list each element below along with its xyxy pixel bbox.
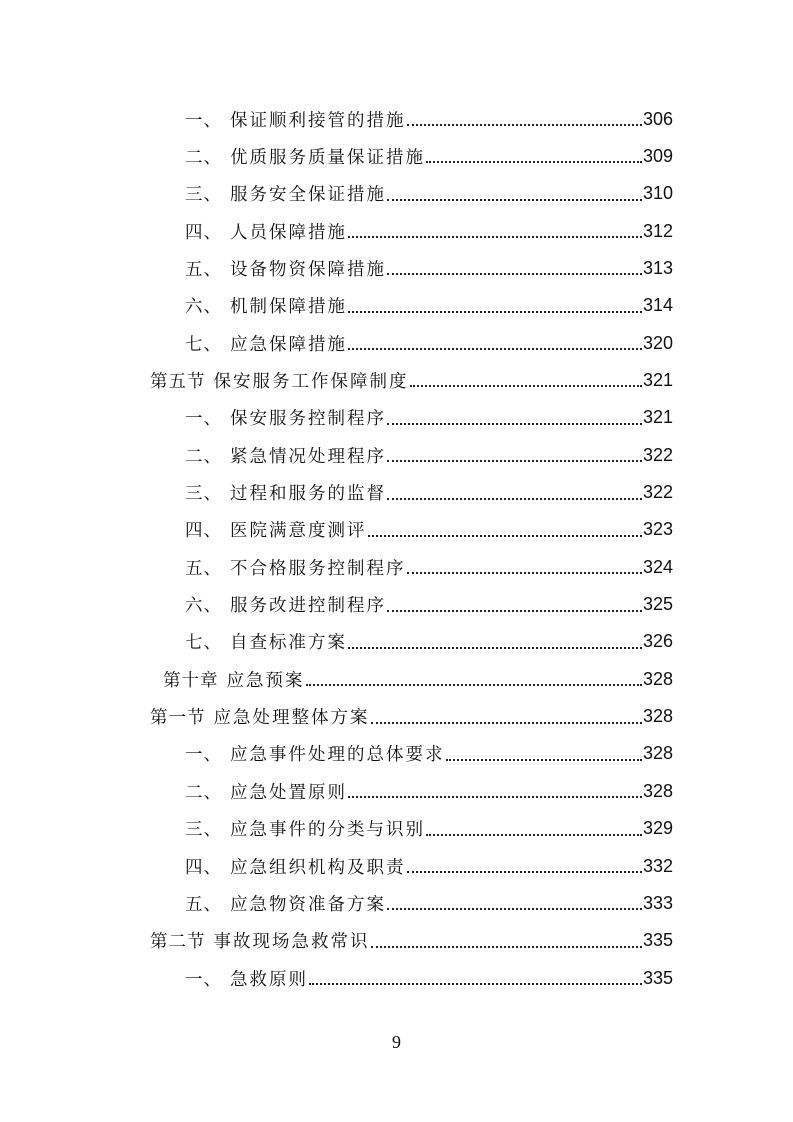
toc-entry[interactable] bbox=[150, 928, 673, 954]
toc-entry-number: 第一节 bbox=[150, 708, 206, 729]
toc-entry-title: 服务安全保证措施 bbox=[230, 185, 386, 206]
toc-entry-title: 应急保障措施 bbox=[230, 334, 347, 355]
toc-entry-title: 保安服务控制程序 bbox=[230, 409, 386, 430]
dot-leader bbox=[348, 629, 642, 655]
toc-entry-title: 应急处置原则 bbox=[230, 782, 347, 803]
dot-leader bbox=[368, 517, 642, 543]
toc-entry-page: 333 bbox=[642, 892, 673, 913]
toc-entry-number: 四、 bbox=[185, 521, 222, 542]
toc-entry-page: 313 bbox=[642, 257, 673, 278]
toc-entry[interactable] bbox=[185, 629, 673, 655]
dot-leader bbox=[387, 442, 642, 468]
toc-entry-number: 六、 bbox=[185, 596, 222, 617]
toc-entry-title: 事故现场急救常识 bbox=[213, 932, 370, 953]
toc-entry-title: 过程和服务的监督 bbox=[230, 484, 386, 504]
toc-entry[interactable] bbox=[185, 143, 673, 169]
toc-entry-title: 不合格服务控制程序 bbox=[230, 558, 406, 579]
toc-entry-page: 314 bbox=[642, 295, 673, 316]
toc-entry-title: 保证顺利接管的措施 bbox=[230, 110, 406, 131]
toc-entry[interactable] bbox=[185, 218, 673, 244]
toc-entry-page: 326 bbox=[642, 631, 673, 652]
dot-leader bbox=[309, 965, 642, 991]
dot-leader bbox=[387, 405, 642, 431]
toc-entry[interactable] bbox=[150, 367, 673, 393]
toc-entry-number: 四、 bbox=[185, 222, 222, 243]
toc-entry-number: 五、 bbox=[185, 259, 222, 280]
dot-leader bbox=[407, 554, 642, 580]
toc-entry-number: 二、 bbox=[185, 147, 222, 168]
toc-entry-number: 五、 bbox=[185, 558, 222, 579]
toc-entry-number: 七、 bbox=[185, 334, 222, 355]
toc-entry-title: 机制保障措施 bbox=[230, 297, 347, 318]
dot-leader bbox=[387, 181, 642, 207]
dot-leader bbox=[407, 106, 642, 132]
toc-entry[interactable] bbox=[185, 592, 673, 618]
toc-entry-page: 328 bbox=[642, 706, 673, 727]
toc-entry-number: 第二节 bbox=[150, 932, 206, 953]
toc-entry-number: 五、 bbox=[185, 894, 222, 915]
toc-entry-number: 一、 bbox=[185, 969, 222, 990]
toc-entry[interactable] bbox=[185, 330, 673, 356]
dot-leader bbox=[348, 293, 642, 319]
toc-entry-page: 320 bbox=[642, 332, 673, 353]
dot-leader bbox=[446, 741, 642, 767]
toc-entry[interactable] bbox=[185, 106, 673, 132]
toc-entry-title: 应急事件的分类与识别 bbox=[230, 820, 425, 841]
toc-entry-page: 321 bbox=[642, 369, 673, 390]
toc-entry-page: 335 bbox=[642, 967, 673, 988]
toc-entry-number: 四、 bbox=[185, 857, 222, 878]
toc-entry-number: 三、 bbox=[185, 484, 222, 504]
toc-entry-page: 312 bbox=[642, 220, 673, 241]
toc-entry-number: 三、 bbox=[185, 185, 222, 206]
dot-leader bbox=[348, 330, 642, 356]
toc-entry[interactable] bbox=[185, 181, 673, 207]
dot-leader bbox=[371, 928, 642, 954]
toc-entry-page: 309 bbox=[642, 145, 673, 166]
page-number: 9 bbox=[392, 1032, 401, 1052]
dot-leader bbox=[426, 143, 642, 169]
dot-leader bbox=[348, 218, 642, 244]
toc-entry-title: 服务改进控制程序 bbox=[230, 596, 386, 617]
dot-leader bbox=[387, 255, 642, 281]
toc-entry-number: 三、 bbox=[185, 820, 222, 841]
toc-entry-title: 医院满意度测评 bbox=[230, 521, 367, 542]
toc-entry[interactable] bbox=[150, 704, 673, 730]
toc-entry-page: 321 bbox=[642, 407, 673, 428]
dot-leader bbox=[410, 367, 642, 393]
toc-entry[interactable] bbox=[163, 666, 673, 692]
toc-entry-title: 设备物资保障措施 bbox=[230, 259, 386, 280]
toc-entry-page: 310 bbox=[642, 183, 673, 204]
toc-entry-page: 325 bbox=[642, 594, 673, 615]
toc-entry[interactable] bbox=[185, 442, 673, 468]
toc-entry[interactable] bbox=[185, 293, 673, 319]
toc-entry[interactable] bbox=[185, 778, 673, 804]
toc-entry[interactable] bbox=[185, 405, 673, 431]
toc-entry-page: 328 bbox=[642, 668, 673, 689]
toc-entry-page: 328 bbox=[642, 743, 673, 764]
toc-entry[interactable] bbox=[185, 741, 673, 767]
toc-entry-number: 第五节 bbox=[150, 371, 206, 392]
toc-entry-number: 一、 bbox=[185, 409, 222, 430]
toc-entry-number: 第十章 bbox=[163, 670, 219, 691]
toc-entry-page: 324 bbox=[642, 556, 673, 577]
dot-leader bbox=[306, 666, 642, 692]
dot-leader bbox=[387, 592, 642, 618]
toc-entry[interactable] bbox=[185, 853, 673, 879]
toc-entry-page: 323 bbox=[642, 519, 673, 540]
toc-entry-number: 一、 bbox=[185, 745, 222, 766]
toc-entry-title: 紧急情况处理程序 bbox=[230, 446, 386, 467]
dot-leader bbox=[348, 778, 642, 804]
toc-entry[interactable] bbox=[185, 480, 673, 506]
toc-entry-number: 七、 bbox=[185, 633, 222, 654]
dot-leader bbox=[371, 704, 642, 730]
toc-entry[interactable] bbox=[185, 517, 673, 543]
toc-entry-title: 人员保障措施 bbox=[230, 222, 347, 243]
toc-entry-title: 保安服务工作保障制度 bbox=[213, 371, 409, 392]
toc-entry-page: 329 bbox=[642, 818, 673, 839]
dot-leader bbox=[387, 480, 642, 506]
toc-entry-page: 328 bbox=[642, 780, 673, 801]
toc-entry-number: 二、 bbox=[185, 446, 222, 467]
toc-entry-title: 应急预案 bbox=[226, 670, 305, 691]
toc-entry[interactable] bbox=[185, 816, 673, 842]
toc-entry[interactable] bbox=[185, 554, 673, 580]
toc-entry-title: 自查标准方案 bbox=[230, 633, 347, 654]
toc-entry-title: 急救原则 bbox=[230, 969, 308, 990]
toc-entry-number: 二、 bbox=[185, 782, 222, 803]
toc-entry-title: 应急事件处理的总体要求 bbox=[230, 745, 445, 766]
toc-entry-title: 应急组织机构及职责 bbox=[230, 857, 406, 878]
toc-entry-title: 应急处理整体方案 bbox=[213, 708, 370, 729]
toc-entry-title: 优质服务质量保证措施 bbox=[230, 147, 425, 168]
dot-leader bbox=[426, 816, 642, 842]
dot-leader bbox=[387, 890, 642, 916]
toc-entry-title: 应急物资准备方案 bbox=[230, 894, 386, 915]
toc-entry-page: 306 bbox=[642, 108, 673, 129]
toc-entry-number: 六、 bbox=[185, 297, 222, 318]
toc-entry-page: 335 bbox=[642, 930, 673, 951]
toc-entry-page: 332 bbox=[642, 855, 673, 876]
toc-entry-page: 322 bbox=[642, 444, 673, 465]
dot-leader bbox=[407, 853, 642, 879]
toc-entry[interactable] bbox=[185, 965, 673, 991]
toc-entry[interactable] bbox=[185, 255, 673, 281]
toc-entry-number: 一、 bbox=[185, 110, 222, 131]
toc-entry-page: 322 bbox=[642, 482, 673, 502]
toc-entry[interactable] bbox=[185, 890, 673, 916]
